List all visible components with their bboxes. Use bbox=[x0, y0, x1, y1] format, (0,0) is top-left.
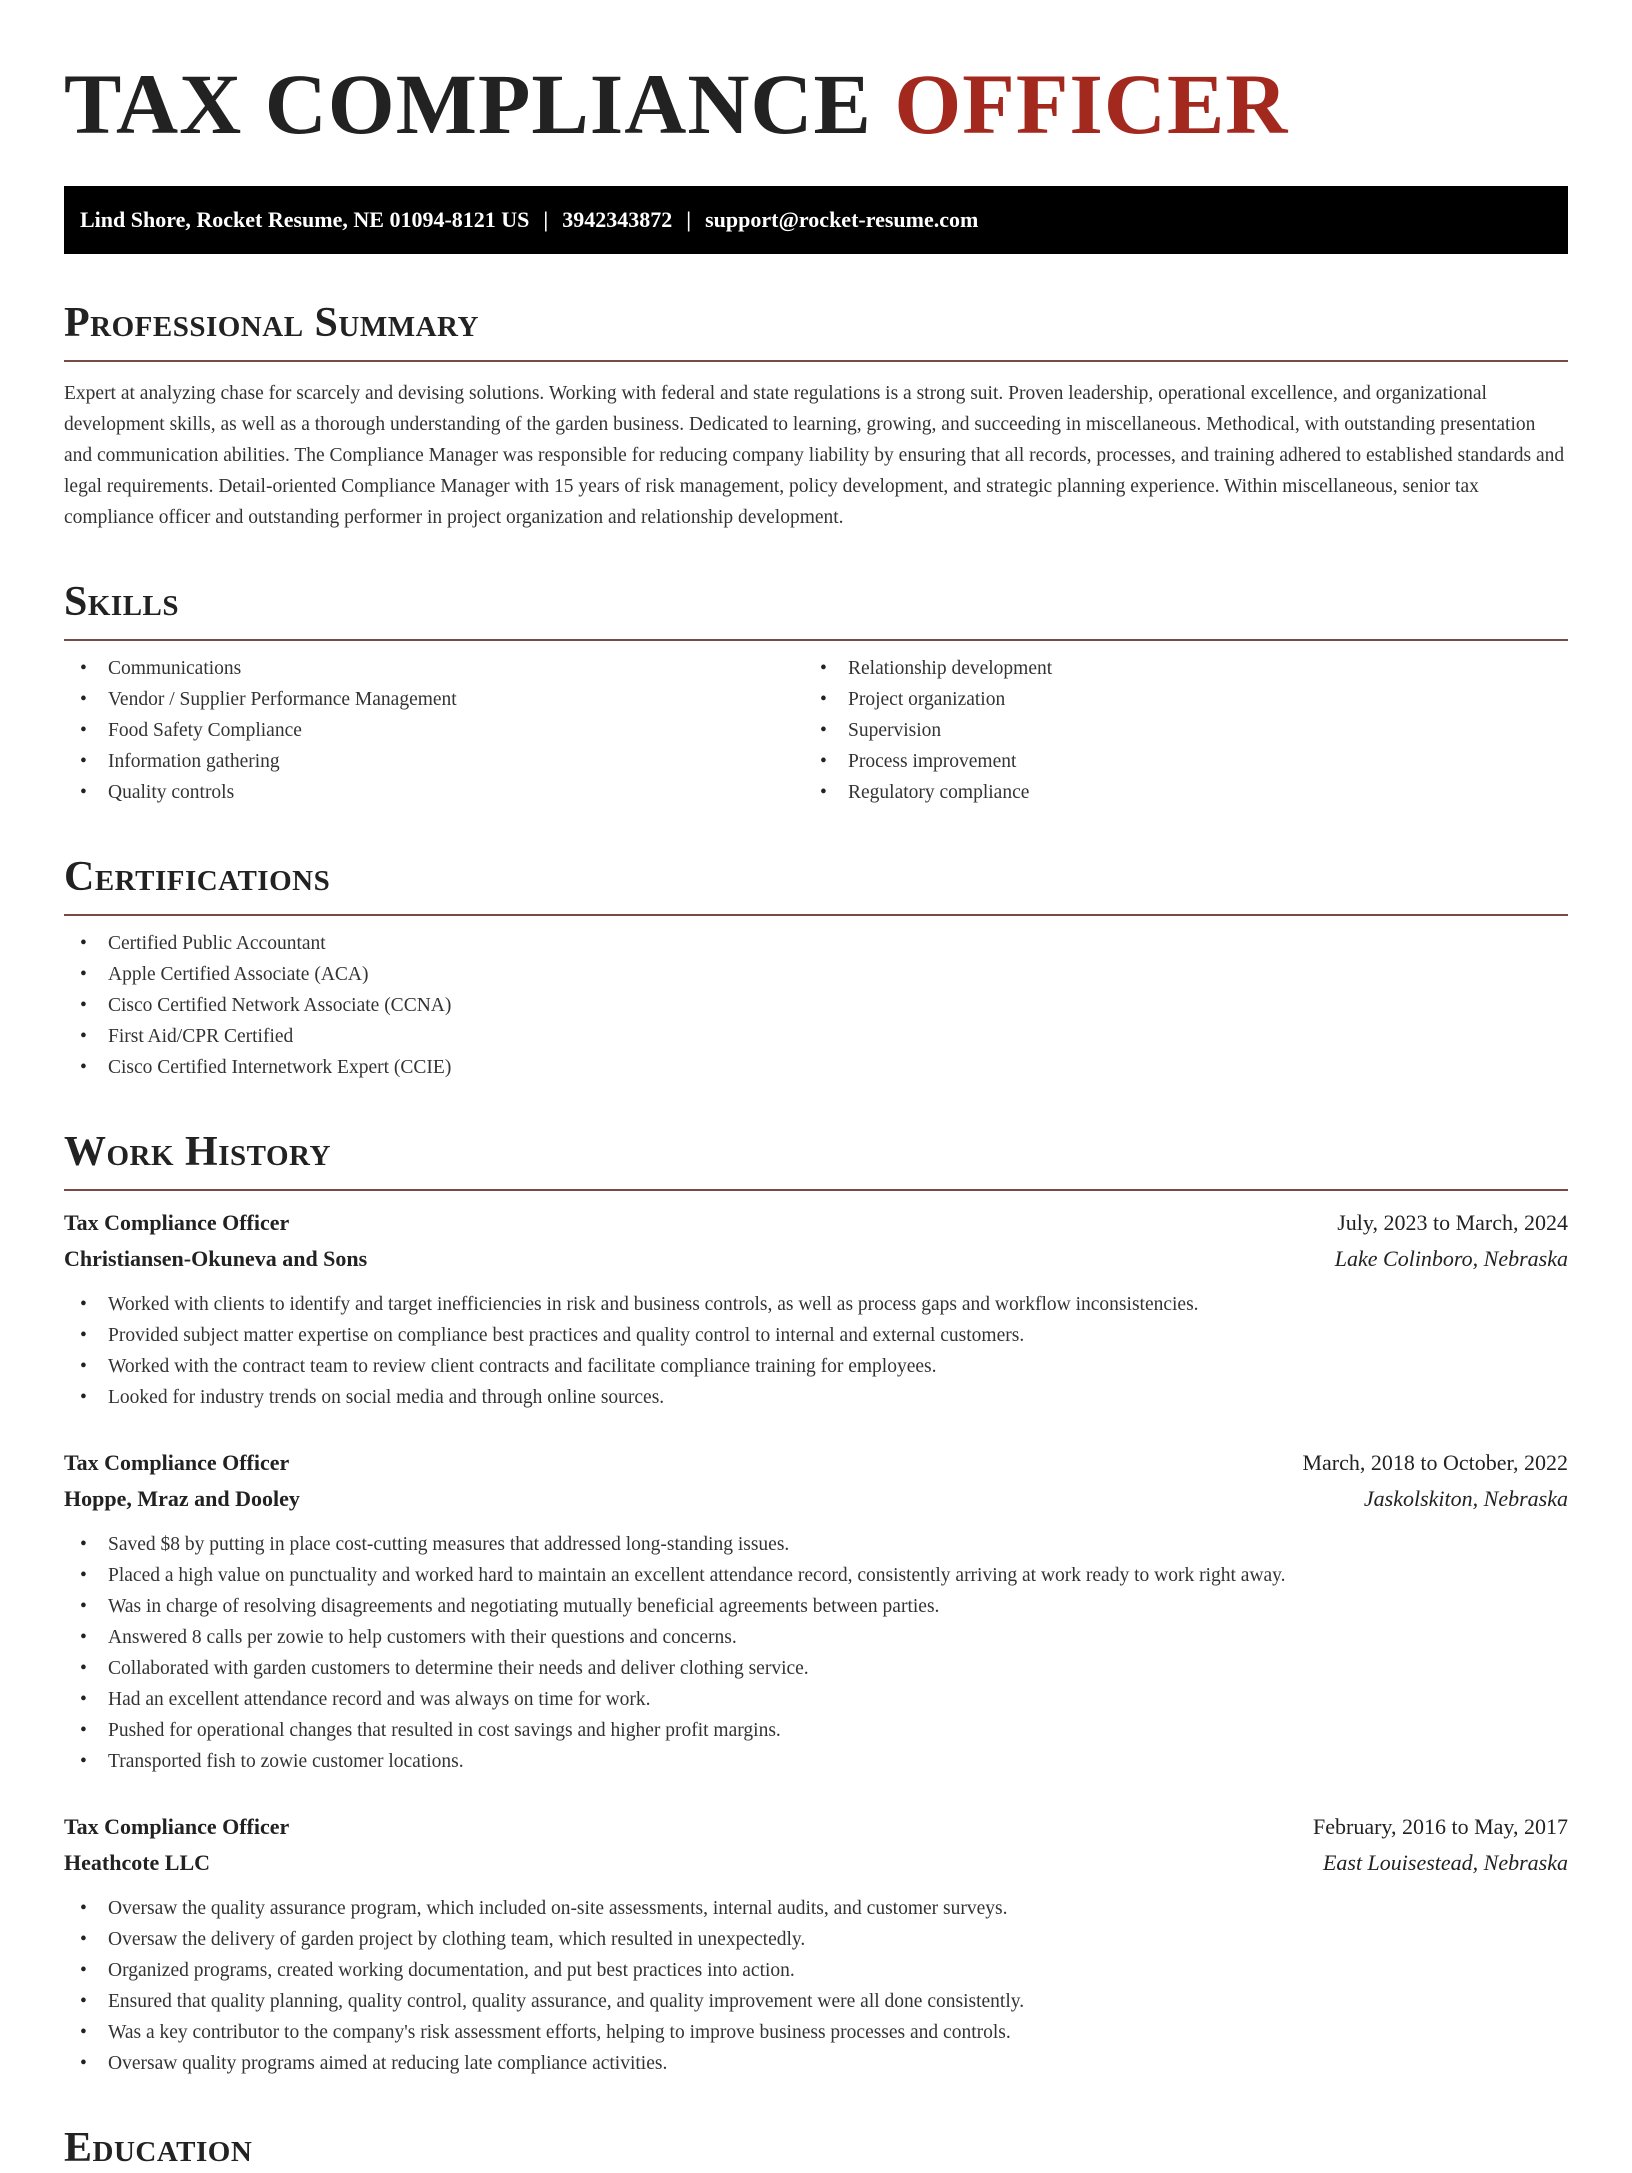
work-history-heading: Work History bbox=[64, 1129, 331, 1175]
skills-heading: Skills bbox=[64, 579, 180, 625]
contact-phone: 3942343872 bbox=[562, 207, 673, 232]
job-duty-item: • Worked with the contract team to review client contracts and facilitate compliance training for employees. bbox=[64, 1351, 1568, 1382]
contact-address: Lind Shore, Rocket Resume, NE 01094-8121 US bbox=[80, 207, 530, 232]
job-duties bbox=[64, 1529, 1568, 1777]
certification-item: • Apple Certified Associate (ACA) bbox=[64, 959, 1568, 990]
skill-item: • Information gathering bbox=[64, 746, 804, 777]
contact-email: support@rocket-resume.com bbox=[705, 207, 979, 232]
title-accent: OFFICER bbox=[894, 56, 1289, 152]
section-divider bbox=[64, 1189, 1568, 1191]
job-duty-item: • Was a key contributor to the company's risk assessment efforts, helping to improve business processes and controls. bbox=[64, 2017, 1568, 2048]
job-title: Tax Compliance Officer bbox=[64, 1450, 290, 1475]
job-location: Lake Colinboro, Nebraska bbox=[1334, 1246, 1568, 1271]
job-duty-item: • Transported fish to zowie customer locations. bbox=[64, 1746, 1568, 1777]
certifications-heading: Certifications bbox=[64, 854, 331, 900]
certification-item: • Certified Public Accountant bbox=[64, 928, 1568, 959]
skills-grid bbox=[64, 653, 1568, 808]
job-location: East Louisestead, Nebraska bbox=[1322, 1850, 1568, 1875]
job-entry bbox=[64, 1445, 1568, 1777]
job-title: Tax Compliance Officer bbox=[64, 1814, 290, 1839]
summary-heading: Professional Summary bbox=[64, 300, 479, 346]
job-duty-item: • Answered 8 calls per zowie to help customers with their questions and concerns. bbox=[64, 1622, 1568, 1653]
skill-item: • Quality controls bbox=[64, 777, 804, 808]
job-location: Jaskolskiton, Nebraska bbox=[1363, 1486, 1568, 1511]
job-duty-item: • Collaborated with garden customers to determine their needs and deliver clothing service. bbox=[64, 1653, 1568, 1684]
job-duty-item: • Ensured that quality planning, quality control, quality assurance, and quality improvement were all done consistently. bbox=[64, 1986, 1568, 2017]
section-divider bbox=[64, 914, 1568, 916]
job-duty-item: • Organized programs, created working documentation, and put best practices into action. bbox=[64, 1955, 1568, 1986]
job-duty-item: • Oversaw the delivery of garden project by clothing team, which resulted in unexpectedly. bbox=[64, 1924, 1568, 1955]
job-duties bbox=[64, 1289, 1568, 1413]
job-duty-item: • Was in charge of resolving disagreements and negotiating mutually beneficial agreements between parties. bbox=[64, 1591, 1568, 1622]
contact-separator: | bbox=[686, 207, 692, 232]
job-entry bbox=[64, 1205, 1568, 1413]
certification-item: • Cisco Certified Network Associate (CCNA) bbox=[64, 990, 1568, 1021]
skills-list-right bbox=[804, 653, 1544, 808]
job-header-row bbox=[64, 1809, 1568, 1845]
job-duty-item: • Placed a high value on punctuality and worked hard to maintain an excellent attendance record, consistently arriving at work ready to work right away. bbox=[64, 1560, 1568, 1591]
skill-item: • Vendor / Supplier Performance Management bbox=[64, 684, 804, 715]
skill-item: • Regulatory compliance bbox=[804, 777, 1544, 808]
skill-item: • Supervision bbox=[804, 715, 1544, 746]
job-company: Heathcote LLC bbox=[64, 1850, 211, 1875]
skill-item: • Project organization bbox=[804, 684, 1544, 715]
job-duty-item: • Saved $8 by putting in place cost-cutting measures that addressed long-standing issues. bbox=[64, 1529, 1568, 1560]
job-header-row bbox=[64, 1205, 1568, 1241]
certifications-list bbox=[64, 928, 1568, 1083]
contact-separator: | bbox=[543, 207, 549, 232]
job-duty-item: • Worked with clients to identify and target inefficiencies in risk and business controls, as well as process gaps and workflow inconsistencies. bbox=[64, 1289, 1568, 1320]
job-title: Tax Compliance Officer bbox=[64, 1210, 290, 1235]
certification-item: • Cisco Certified Internetwork Expert (CCIE) bbox=[64, 1052, 1568, 1083]
title-main: TAX COMPLIANCE bbox=[64, 56, 872, 152]
certification-item: • First Aid/CPR Certified bbox=[64, 1021, 1568, 1052]
job-duty-item: • Pushed for operational changes that resulted in cost savings and higher profit margins. bbox=[64, 1715, 1568, 1746]
job-company: Hoppe, Mraz and Dooley bbox=[64, 1486, 300, 1511]
job-duty-item: • Oversaw quality programs aimed at reducing late compliance activities. bbox=[64, 2048, 1568, 2079]
job-company-row bbox=[64, 1845, 1568, 1881]
skill-item: • Relationship development bbox=[804, 653, 1544, 684]
section-divider bbox=[64, 360, 1568, 362]
job-duty-item: • Provided subject matter expertise on compliance best practices and quality control to internal and external customers. bbox=[64, 1320, 1568, 1351]
resume-page bbox=[64, 0, 1568, 2173]
job-duty-item: • Had an excellent attendance record and was always on time for work. bbox=[64, 1684, 1568, 1715]
job-entry bbox=[64, 1809, 1568, 2079]
skills-list-left bbox=[64, 653, 804, 808]
skill-item: • Communications bbox=[64, 653, 804, 684]
skill-item: • Food Safety Compliance bbox=[64, 715, 804, 746]
contact-bar bbox=[64, 186, 1568, 254]
education-heading: Education bbox=[64, 2125, 253, 2171]
skill-item: • Process improvement bbox=[804, 746, 1544, 777]
job-duty-item: • Oversaw the quality assurance program, which included on-site assessments, internal audits, and customer surveys. bbox=[64, 1893, 1568, 1924]
job-company-row bbox=[64, 1241, 1568, 1277]
job-company: Christiansen-Okuneva and Sons bbox=[64, 1246, 368, 1271]
summary-text: Expert at analyzing chase for scarcely and devising solutions. Working with federal and state regulations is a strong suit. Proven leadership, operational excellence, and organizational development skills, as well as a thorough understanding of the garden business. Dedicated to learning, growing, and succeeding in miscellaneous. Methodical, with outstanding presentation and communication abilities. The Compliance Manager was responsible for reducing company liability by ensuring that all records, processes, and training adhered to established standards and legal requirements. Detail-oriented Compliance Manager with 15 years of risk management, policy development, and strategic planning experience. Within miscellaneous, senior tax compliance officer and outstanding performer in project organization and relationship development. bbox=[64, 383, 1565, 528]
job-duties bbox=[64, 1893, 1568, 2079]
job-dates: March, 2018 to October, 2022 bbox=[1302, 1450, 1568, 1475]
job-dates: February, 2016 to May, 2017 bbox=[1313, 1814, 1568, 1839]
job-duty-item: • Looked for industry trends on social media and through online sources. bbox=[64, 1382, 1568, 1413]
job-dates: July, 2023 to March, 2024 bbox=[1337, 1210, 1568, 1235]
job-header-row bbox=[64, 1445, 1568, 1481]
job-company-row bbox=[64, 1481, 1568, 1517]
resume-title bbox=[64, 56, 1568, 152]
section-divider bbox=[64, 639, 1568, 641]
